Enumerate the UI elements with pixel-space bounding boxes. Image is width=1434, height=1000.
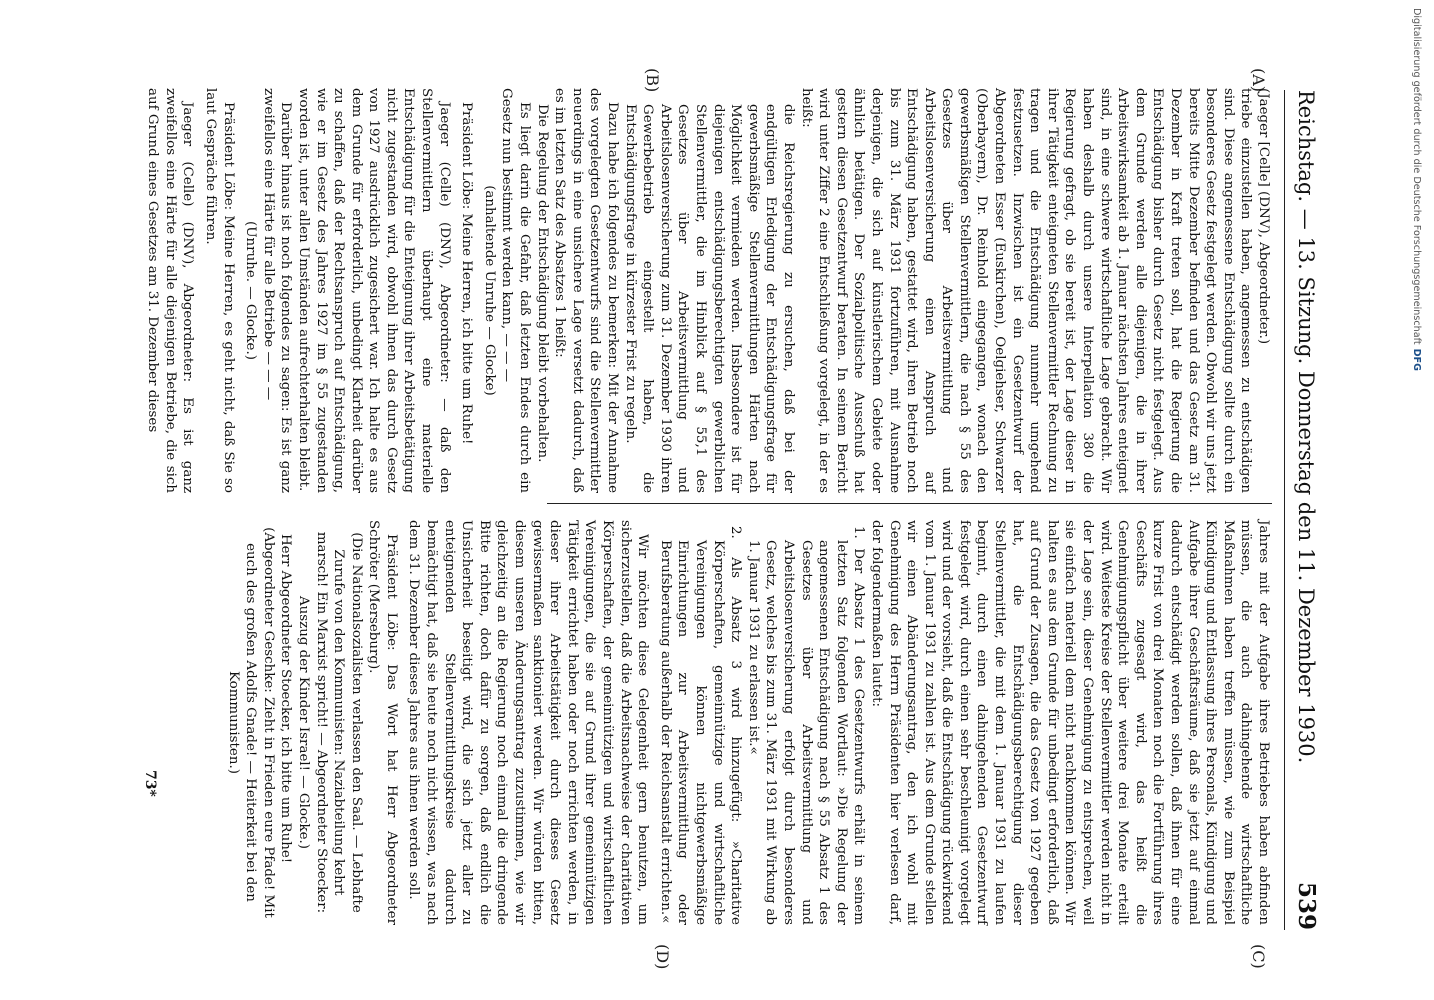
president-remark: Herr Abgeordneter Stoecker, ich bitte um Ruhe! — [278, 534, 294, 864]
left-column — [40, 88, 1272, 493]
quoted-sentence: Die Regelung der Entschädigung bleibt vorbehalten. — [534, 104, 550, 463]
column-divider — [547, 503, 1272, 504]
paragraph: Wir möchten diese Gelegenheit gern benutzen, um sicherzustellen, daß die Arbeitsnachweise der charitativen Körperschaften, der gemeinnützigen und wirtschaftlichen Vereinigungen, die sie auf Grund ihrer gemeinnützigen Tätigkeit errichtet haben oder noch errichten werden, in dieser ihrer Arbeitstätigkeit durch dieses Gesetz gewissermaßen sanktioniert werden. Wir würden bitten, diesem unseren Änderungsantrag zuzustimmen, wie wir gleichzeitig an die Regierung noch einmal die dringende Bitte richten, doch dafür zu sorgen, daß endlich die Unsicherheit beseitigt wird, die sich jetzt aller zu enteignenden Stellenvermittlungskreise dadurch bemächtigt hat, daß sie heute noch nicht wissen, was nach dem 31. Dezember dieses Jahres aus ihnen werden soll. — [406, 520, 651, 925]
document-page — [10, 0, 1390, 1000]
stage-direction: (Unruhe. — Glocke.) — [243, 221, 259, 360]
stage-direction: (anhaltende Unruhe — Glocke) — [481, 185, 497, 396]
side-note-text-wrapper — [1399, 8, 1423, 992]
speaker-continuation: (Jaeger [Celle] (DNV), Abgeordneter.) — [1256, 88, 1271, 345]
rotated-page-wrapper — [10, 0, 1390, 1000]
digitization-credit: Digitalisierung gefördert durch die Deutsche Forschungsgemeinschaft — [1411, 8, 1422, 345]
amendment-item-2: 2. Als Absatz 3 wird hinzugefügt: »Charitative Körperschaften, gemeinnützige und wirtschaftliche Vereinigungen können nichtgewerbsmäßige Einrichtungen zur Arbeitsvermittlung oder Berufsberatung außerhalb der Reichsanstalt errichten.« — [657, 526, 744, 925]
paragraph: triebe einzustellen haben, angemessen zu entschädigen sind. Diese angemessene Entschädigung sollte durch ein besonderes Gesetz festgelegt werden. Obwohl wir uns jetzt bereits Mitte Dezember befinden und das Gesetz am 31. Dezember in Kraft treten soll, hat die Regierung die Entschädigung bisher durch Gesetz nicht festgelegt. Aus dem Grunde werden alle diejenigen, die in ihrer Arbeitswirksamkeit ab 1. Januar nächsten Jahres enteignet sind, in eine schwere wirtschaftliche Lage gebracht. Wir haben deshalb durch unsere Interpellation 380 die Regierung gefragt, ob sie bereit ist, der Lage dieser in ihrer Tätigkeit enteigneten Stellenvermittler Rechnung zu tragen und die Entschädigung nunmehr umgehend festzusetzen. Inzwischen ist ein Gesetzentwurf der Abgeordneten Esser (Euskirchen), Oelgiehser, Schwarzer (Oberbayern), Dr. Reinhold eingegangen, wonach den gewerbsmäßigen Stellenvermittlern, die nach § 55 des Gesetzes über Arbeitsvermittlung und Arbeitslosenversicherung einen Anspruch auf Entschädigung haben, gestattet wird, ihren Betrieb noch bis zum 31. März 1931 fortzuführen, mit Ausnahme derjenigen, die sich auf künstlerischem Gebiete oder ähnlich betätigen. Der Sozialpolitische Ausschuß hat gestern diesen Gesetzentwurf beraten. In seinem Bericht wird unter Ziffer 2 eine Entschließung vorgelegt, in der es heißt: — [798, 88, 1254, 493]
side-note — [1405, 8, 1429, 992]
header-title: Reichstag. — 13. Sitzung. Donnerstag den 11. Dezember 1930. — [1294, 90, 1318, 764]
quoted-resolution: die Reichsregierung zu ersuchen, daß bei der endgültigen Erledigung der Entschädigungsfrage für gewerbsmäßige Stellenvermittlungen Härten nach Möglichkeit vermieden werden. Insbesondere ist für diejenigen entschädigungsberechtigten gewerblichen Stellenvermittler, die im Hinblick auf § 55,1 des Gesetzes über Arbeitsvermittlung und Arbeitslosenversicherung zum 31. Dezember 1930 ihren Gewerbebetrieb eingestellt haben, die Entschädigungsfrage in kürzester Frist zu regeln. — [622, 104, 796, 493]
paragraph: Es liegt darin die Gefahr, daß letzten Endes durch ein Gesetz nun bestimmt werden kann, — — — — [499, 88, 533, 493]
margin-mark-c: (C) — [1249, 944, 1268, 969]
running-header — [1284, 90, 1320, 930]
amendment-item-1: 1. Der Absatz 1 des Gesetzentwurfs erhält in seinem letzten Satz folgenden Wortlaut: »Die Regelung der angemessenen Entschädigung nach § 55 Absatz 1 des Gesetzes über Arbeitsvermittlung und Arbeitslosenversicherung erfolgt durch besonderes Gesetz, welches bis zum 31. März 1931 mit Wirkung ab 1. Januar 1931 zu erlassen ist.« — [745, 526, 867, 925]
margin-mark-d: (D) — [653, 944, 672, 970]
stage-direction: (Abgeordneter Geschke: Zieht in Frieden eure Pfade! Mit euch des großen Adolfs Gnade! — Heiterkeit bei den Kommunisten.) — [225, 527, 276, 918]
paragraph: Jahres mit der Aufgabe ihres Betriebes haben abfinden müssen, die auch dahingehende wirtschaftliche Maßnahmen haben treffen müssen, wie zum Beispiel Kündigung und Entlassung ihres Personals, Kündigung und Aufgabe ihrer Geschäftsräume, daß sie jetzt auf einmal dadurch entschädigt werden sollen, daß ihnen für eine kurze Frist von drei Monaten noch die Fortführung ihres Geschäfts zugesagt wird, das heißt die Genehmigungspflicht über weitere drei Monate erteilt wird. Weiteste Kreise der Stellenvermittler werden nicht in der Lage sein, dieser Genehmigung zu entsprechen, weil sie einfach materiell dem nicht nachkommen können. Wir halten es aus dem Grunde für unbedingt erforderlich, daß auf Grund der Zusagen, die das Gesetz von 1927 gegeben hat, die Entschädigungsberechtigung dieser Stellenvermittler, die mit dem 1. Januar 1931 zu laufen beginnt, durch einen dahingehenden Gesetzentwurf festgelegt wird, durch einen sehr beschleunigt vorgelegt wird und der vorsieht, daß die Entschädigung rückwirkend vom 1. Januar 1931 zu zahlen ist. Aus dem Grunde stellen wir einen Abänderungsantrag, den ich wohl mit Genehmigung des Herrn Präsidenten hier verlesen darf, der folgendermaßen lautet: — [868, 520, 1271, 925]
stage-direction: (Die Nationalsozialisten verlassen den Saal. — Lebhafte Zurufe von den Kommunisten: Naziabteilung kehrt marsch! Ein Marxist spricht! — Abgeordneter Stoecker: Auszug der Kinder Israel! — Glocke.) — [295, 531, 364, 914]
right-column — [225, 520, 1272, 925]
speaker-paragraph: Jaeger (Celle) (DNV), Abgeordneter: Es ist ganz zweifellos eine Härte für alle diejenigen Betriebe, die sich auf Grund eines Gesetzes am 31. Dezember dieses — [145, 88, 196, 493]
paragraph: Darüber hinaus ist noch folgendes zu sagen: Es ist ganz zweifellos eine Härte für alle Betriebe — — — — [260, 88, 294, 493]
dfg-logo: DFG — [1411, 348, 1422, 371]
speaker-paragraph: Jaeger (Celle) (DNV), Abgeordneter: — daß den Stellenvermittlern überhaupt eine materielle Entschädigung für die Enteignung ihrer Arbeitsbetätigung nicht zugestanden wird, obwohl ihnen das durch Gesetz von 1927 ausdrücklich zugesichert war. Ich halte es aus dem Grunde für erforderlich, unbedingt Klarheit darüber zu schaffen, daß der Rechtsanspruch auf Entschädigung, wie er im Gesetz des Jahres 1927 im § 55 zugestanden worden ist, unter allen Umständen aufrechterhalten bleibt. — [295, 88, 452, 493]
president-remark: Präsident Löbe: Meine Herren, es geht nicht, daß Sie so laut Gespräche führen. — [202, 88, 236, 493]
page-number: 539 — [1293, 881, 1320, 930]
margin-mark-a: (A) — [1249, 68, 1268, 93]
margin-mark-b: (B) — [643, 68, 662, 93]
paragraph: Dazu habe ich folgendes zu bemerken: Mit der Annahme des vorgelegten Gesetzentwurfs sind die Stellenvermittler neuerdings in eine unsichere Lage versetzt dadurch, daß es im letzten Satz des Absatzes 1 heißt: — [552, 88, 621, 493]
signature-mark: 73* — [142, 770, 158, 797]
president-remark: Präsident Löbe: Meine Herren, ich bitte um Ruhe! — [459, 102, 475, 445]
president-remark: Präsident Löbe: Das Wort hat Herr Abgeordneter Schröter (Merseburg). — [366, 520, 399, 925]
